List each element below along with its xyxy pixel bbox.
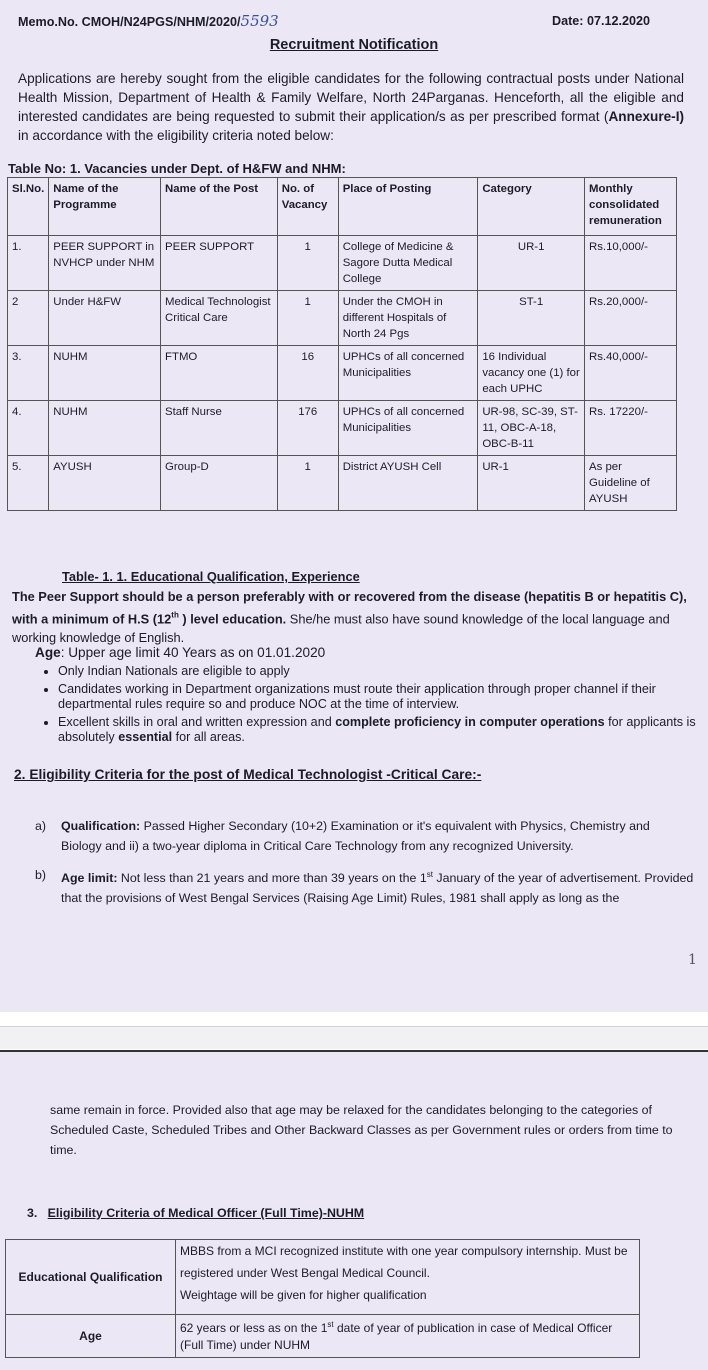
intro-text: Applications are hereby sought from the eligible candidates for the following contractual posts under National Health Mission, Department of Health & Family Welfare, North 24Parganas. Henceforth, all the eligible and interested candidates are being requested to submit their application/s as per prescribed format ( (18, 71, 684, 124)
medical-officer-table (5, 1239, 640, 1358)
item-b-label: b) (35, 868, 47, 882)
cell-remuneration: As per Guideline of AYUSH (585, 456, 677, 511)
cell-programme: NUHM (49, 401, 161, 456)
age-limit-text-2: January of the year of advertisement. Provided that the provisions of West Bengal Services (Raising Age Limit) Rules, 1981 shall apply as long as the (61, 871, 694, 906)
header-cell: Name of the Programme (49, 178, 161, 236)
table-row (8, 401, 677, 456)
memo-text: Memo.No. CMOH/N24PGS/NHM/2020/ (18, 15, 241, 29)
qualification-paragraph (61, 816, 691, 856)
table-row (8, 291, 677, 346)
age-line (35, 645, 325, 660)
bullet-bold: essential (118, 730, 173, 744)
cell-category: UR-1 (478, 456, 585, 511)
table-row (8, 236, 677, 291)
cell-sl: 5. (8, 456, 49, 511)
page-separator (0, 1026, 708, 1049)
document-page-2 (0, 1050, 708, 1370)
bullet-text: Excellent skills in oral and written expression and (58, 714, 336, 729)
cell-vacancy: 1 (277, 236, 338, 291)
cell-remuneration: Rs.20,000/- (585, 291, 677, 346)
section-3-number: 3. (27, 1206, 38, 1220)
superscript: th (171, 611, 179, 620)
age-label: Age (35, 645, 61, 660)
cell-remuneration: Rs.10,000/- (585, 236, 677, 291)
cell-post: FTMO (161, 346, 278, 401)
cell-place: College of Medicine & Sagore Dutta Medical College (338, 236, 478, 291)
superscript: st (426, 870, 433, 879)
cell-programme: NUHM (49, 346, 161, 401)
table-title: Table No: 1. Vacancies under Dept. of H&FW and NHM: (8, 161, 346, 176)
requirements-list (12, 664, 708, 748)
age-limit-paragraph (61, 865, 706, 908)
cell-place: Under the CMOH in different Hospitals of North 24 Pgs (338, 291, 478, 346)
cell-post: PEER SUPPORT (161, 236, 278, 291)
edu-line-1: MBBS from a MCI recognized institute with one year compulsory internship. Must be registered under West Bengal Medical Council. (180, 1244, 628, 1280)
cell-post: Medical Technologist Critical Care (161, 291, 278, 346)
cell-sl: 4. (8, 401, 49, 456)
cell-vacancy: 1 (277, 291, 338, 346)
memo-number (18, 12, 279, 30)
peer-text: She/he must also have sound knowledge of the local language and working knowledge of English. (12, 611, 670, 646)
qualification-text: Passed Higher Secondary (10+2) Examination or it's equivalent with Physics, Chemistry and Biology and ii) a two-year diploma in Critical Care Technology from any recognized University. (61, 819, 650, 853)
cell-vacancy: 1 (277, 456, 338, 511)
cell-sl: 1. (8, 236, 49, 291)
age-limit-text: Not less than 21 years and more than 39 years on the 1 (117, 871, 427, 886)
list-item: • Only Indian Nationals are eligible to apply (58, 664, 708, 680)
intro-paragraph (18, 69, 684, 145)
cell-category: ST-1 (478, 291, 585, 346)
bullet-text: for applicants is absolutely (58, 714, 696, 744)
list-item (58, 715, 708, 746)
table-row (8, 346, 677, 401)
header-cell: No. of Vacancy (277, 178, 338, 236)
bullet-bold: complete proficiency in computer operations (335, 714, 605, 729)
table-header-row (8, 178, 677, 236)
table-row (8, 456, 677, 511)
cell-remuneration: Rs. 17220/- (585, 401, 677, 456)
vacancy-table (7, 177, 677, 511)
superscript: st (327, 1320, 334, 1329)
edu-line-2: Weightage will be given for higher qualification (180, 1288, 427, 1302)
memo-date: Date: 07.12.2020 (552, 14, 651, 28)
page-number: 1 (688, 952, 697, 968)
cell-place: UPHCs of all concerned Municipalities (338, 401, 478, 456)
cell-sl: 2 (8, 291, 49, 346)
section-3-title: Eligibility Criteria of Medical Officer (Full Time)-NUHM (47, 1206, 365, 1220)
intro-text-end: in accordance with the eligibility criteria noted below: (18, 128, 334, 143)
section-1-title: Table- 1. 1. Educational Qualification, Experience (62, 569, 360, 584)
age-text: 62 years or less as on the 1 (180, 1321, 328, 1335)
qualification-label: Qualification: (61, 819, 141, 833)
section-3-heading (27, 1206, 364, 1220)
age-label: Age (6, 1315, 176, 1358)
cell-remuneration: Rs.40,000/- (585, 346, 677, 401)
age-text: : Upper age limit 40 Years as on 01.01.2020 (60, 645, 326, 660)
header-cell: Sl.No. (8, 178, 49, 236)
edu-value (176, 1240, 640, 1315)
cell-post: Group-D (161, 456, 278, 511)
age-limit-label: Age limit: (61, 871, 118, 886)
age-text-2: date of year of publication in case of Medical Officer (Full Time) under NUHM (180, 1321, 613, 1352)
header-cell: Monthly consolidated remuneration (585, 178, 677, 236)
cell-vacancy: 16 (277, 346, 338, 401)
table-row (6, 1315, 640, 1358)
cell-programme: PEER SUPPORT in NVHCP under NHM (49, 236, 161, 291)
memo-handwritten-number: 5593 (240, 12, 279, 30)
cell-place: District AYUSH Cell (338, 456, 478, 511)
cell-programme: AYUSH (49, 456, 161, 511)
page-title: Recruitment Notification (269, 37, 439, 53)
cell-programme: Under H&FW (49, 291, 161, 346)
cell-sl: 3. (8, 346, 49, 401)
cell-vacancy: 176 (277, 401, 338, 456)
continuation-paragraph: same remain in force. Provided also that age may be relaxed for the candidates belonging to the categories of Scheduled Caste, Scheduled Tribes and Other Backward Classes as per Government rules or orders from time to time. (50, 1103, 673, 1157)
bullet-text: for all areas. (172, 730, 245, 744)
table-row (6, 1240, 640, 1315)
header-cell: Category (478, 178, 585, 236)
header-cell: Name of the Post (161, 178, 278, 236)
peer-text-bold: The Peer Support should be a person preferably with or recovered from the disease (hepatitis B or hepatitis C), with a minimum of H.S (12 (12, 589, 687, 627)
age-value (176, 1315, 640, 1358)
section-2-title: 2. Eligibility Criteria for the post of Medical Technologist -Critical Care:- (14, 767, 482, 782)
list-item: • Candidates working in Department organizations must route their application through proper channel if their departmental rules require so and produce NOC at the time of interview. (58, 682, 708, 713)
item-a-label: a) (35, 819, 47, 833)
cell-category: UR-1 (478, 236, 585, 291)
peer-support-paragraph (12, 587, 692, 647)
edu-label: Educational Qualification (6, 1240, 176, 1315)
cell-category: UR-98, SC-39, ST-11, OBC-A-18, OBC-B-11 (478, 401, 585, 456)
cell-post: Staff Nurse (161, 401, 278, 456)
peer-text-bold-2: ) level education. (178, 611, 287, 627)
annexure-ref: Annexure-I) (608, 109, 684, 124)
header-cell: Place of Posting (338, 178, 478, 236)
cell-category: 16 Individual vacancy one (1) for each UPHC (478, 346, 585, 401)
cell-place: UPHCs of all concerned Municipalities (338, 346, 478, 401)
